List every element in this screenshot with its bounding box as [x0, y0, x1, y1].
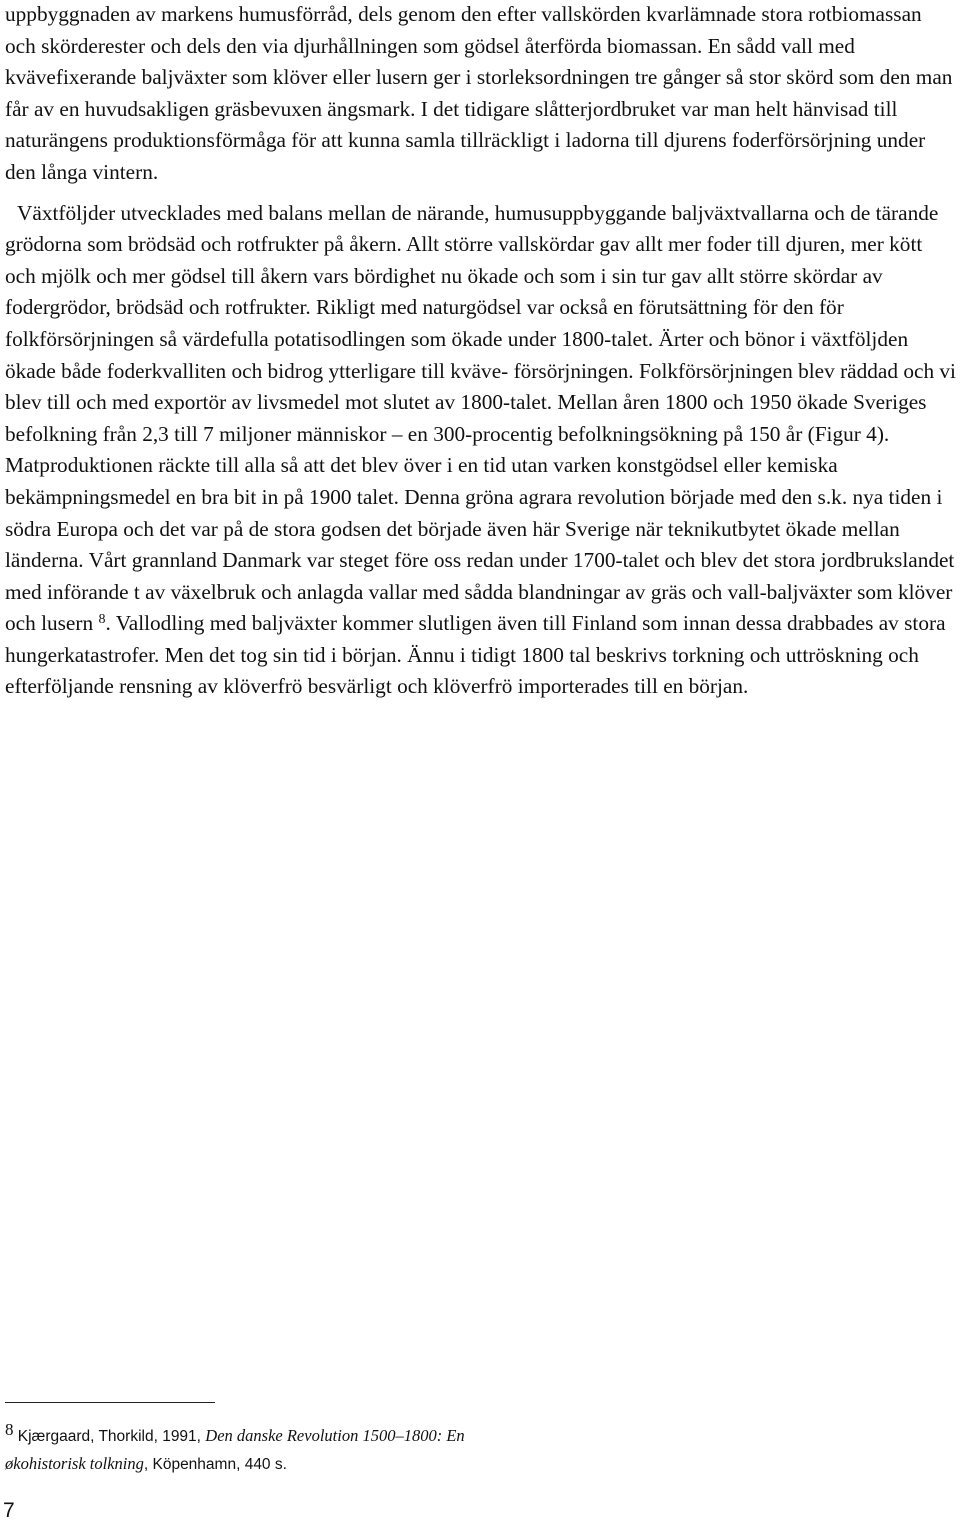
body-text	[5, 0, 957, 703]
footnote-title: Den danske Revolution 1500–1800: En økohistorisk tolkning	[5, 1426, 465, 1473]
footnote-publisher: , Köpenhamn, 440 s.	[143, 1456, 287, 1473]
paragraph-2-text-part-1: Växtföljder utvecklades med balans mellan de närande, humusuppbyggande baljväxtvallarna och de tärande grödorna som brödsäd och rotfrukter på åkern. Allt större vallskördar gav allt mer foder till djuren, mer kött och mjölk och mer gödsel till åkern vars bördighet nu ökade och som i sin tur gav allt större skördar av fodergrödor, brödsäd och rotfrukter. Rikligt med naturgödsel var också en förutsättning för den för folkförsörjningen så värdefulla potatisodlingen som ökade under 1800-talet. Ärter och bönor i växtföljden ökade både foderkvalliten och bidrog ytterligare till kväve- försörjningen. Folkförsörjningen blev räddad och vi blev till och med exportör av livsmedel mot slutet av 1800-talet. Mellan åren 1800 och 1950 ökade Sveriges befolkning från 2,3 till 7 miljoner människor – en 300-procentig befolkningsökning på 150 år (Figur 4). Matproduktionen räckte till alla så att det blev över i en tid utan varken konstgödsel eller kemiska bekämpningsmedel en bra bit in på 1900 talet. Denna gröna agrara revolution började med den s.k. nya tiden i södra Europa och det var på de stora godsen det började även här Sverige när teknikutbytet ökade mellan länderna. Vårt grannland Danmark var steget före oss redan under 1700-talet och blev det stora jordbrukslandet med införande t av växelbruk och anlagda vallar med sådda blandningar av gräs och vall-baljväxter som klöver och lusern	[5, 200, 956, 636]
paragraph-1	[5, 0, 957, 189]
paragraph-2	[5, 198, 957, 704]
page-number: 7	[3, 1499, 15, 1522]
footnote-8	[5, 1422, 485, 1478]
paragraph-1-text: uppbyggnaden av markens humusförråd, dels genom den efter vallskörden kvarlämnade stora rotbiomassan och skörderester och dels den via djurhållningen som gödsel återförda biomassan. En sådd vall med kvävefixerande baljväxter som klöver eller lusern ger i storleksordningen tre gånger så stor skörd som den man får av en huvudsakligen gräsbevuxen ängsmark. I det tidigare slåtterjordbruket var man helt hänvisad till naturängens produktionsförmåga för att kunna samla tillräckligt i ladorna till djurens foderförsörjning under den långa vintern.	[5, 2, 953, 184]
footnote-reference[interactable]: 8	[98, 612, 106, 628]
footnote-divider	[5, 1402, 215, 1403]
footnote-author: Kjærgaard, Thorkild, 1991,	[17, 1428, 206, 1445]
footnote-number: 8	[5, 1420, 14, 1439]
paragraph-2-text-part-2: . Vallodling med baljväxter kommer slutligen även till Finland som innan dessa drabbades av stora hungerkatastrofer. Men det tog sin tid i början. Ännu i tidigt 1800 tal beskrivs torkning och uttröskning och efterföljande rensning av klöverfrö besvärligt och klöverfrö importerades till en början.	[5, 611, 946, 699]
